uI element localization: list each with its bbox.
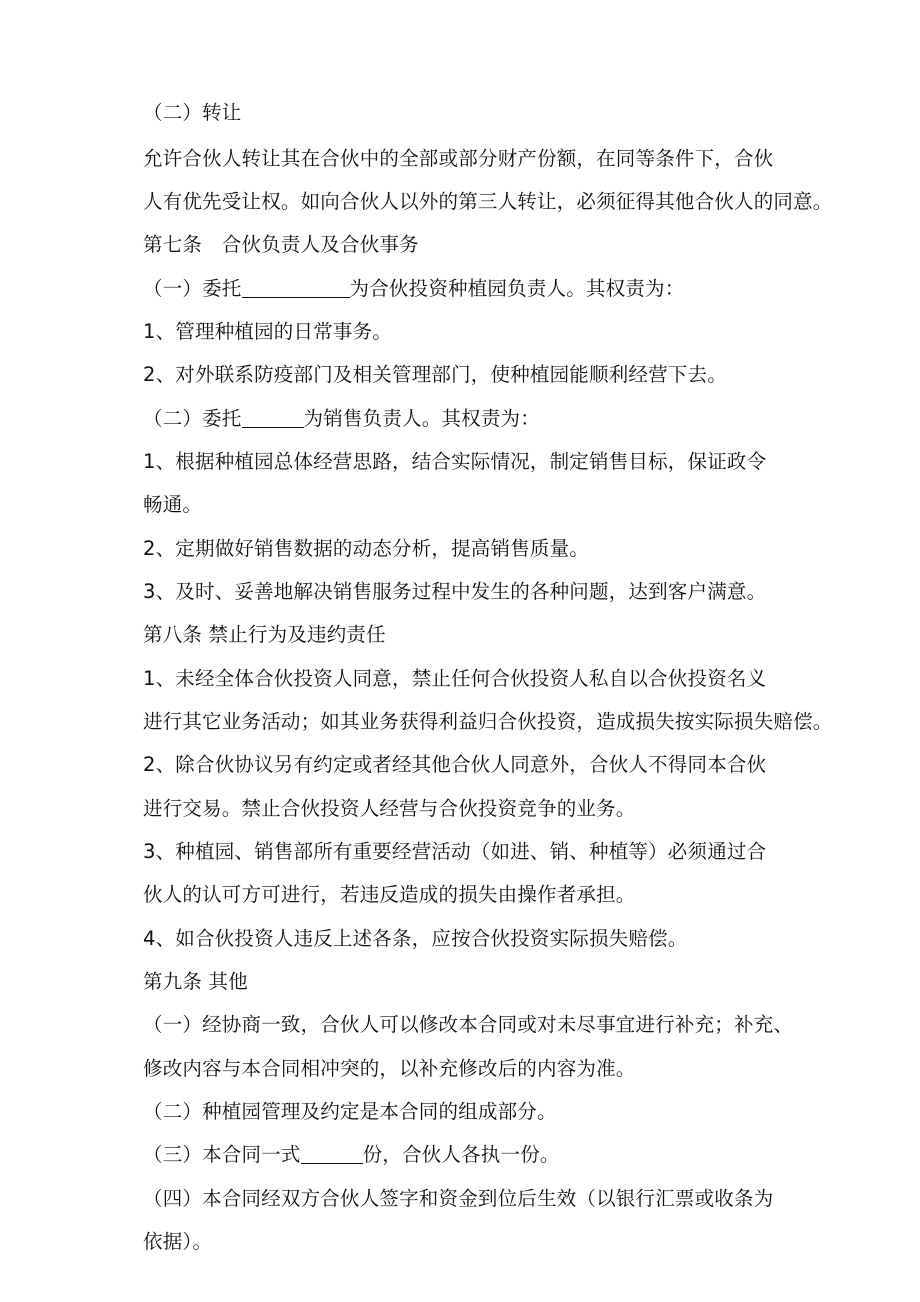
list-item: 1、根据种植园总体经营思路，结合实际情况，制定销售目标，保证政令: [143, 450, 767, 473]
fill-in-blank[interactable]: [301, 1143, 363, 1164]
paragraph-line: 允许合伙人转让其在合伙中的全部或部分财产份额，在同等条件下，合伙: [143, 147, 774, 170]
list-item-continuation: 进行其它业务活动；如其业务获得利益归合伙投资，造成损失按实际损失赔偿。: [143, 710, 833, 733]
paragraph-line: （四）本合同经双方合伙人签字和资金到位后生效（以银行汇票或收条为: [143, 1187, 774, 1210]
fill-in-blank[interactable]: [242, 407, 304, 428]
list-item-continuation: 畅通。: [143, 493, 203, 516]
paragraph-line: 人有优先受让权。如向合伙人以外的第三人转让，必须征得其他合伙人的同意。: [143, 190, 833, 213]
list-item: 2、除合伙协议另有约定或者经其他合伙人同意外，合伙人不得同本合伙: [143, 753, 767, 776]
paragraph-line: （二）种植园管理及约定是本合同的组成部分。: [143, 1100, 557, 1123]
paragraph-line: （二）委托 为销售负责人。其权责为：: [143, 407, 540, 430]
list-item: 2、对外联系防疫部门及相关管理部门，使种植园能顺利经营下去。: [143, 363, 727, 386]
list-item: 1、管理种植园的日常事务。: [143, 320, 393, 343]
paragraph-line: （三）本合同一式 份，合伙人各执一份。: [143, 1143, 560, 1166]
list-item: 4、如合伙投资人违反上述各条，应按合伙投资实际损失赔偿。: [143, 927, 688, 950]
list-item-continuation: 进行交易。禁止合伙投资人经营与合伙投资竞争的业务。: [143, 797, 636, 820]
list-item: 2、定期做好销售数据的动态分析，提高销售质量。: [143, 537, 590, 560]
paragraph-line: （一）委托 为合伙投资种植园负责人。其权责为：: [143, 277, 685, 300]
list-item: 3、种植园、销售部所有重要经营活动（如进、销、种植等）必须通过合: [143, 840, 767, 863]
article-heading-8: 第八条 禁止行为及违约责任: [143, 623, 386, 646]
section-heading-transfer: （二）转让: [143, 101, 242, 124]
paragraph-line: 修改内容与本合同相冲突的，以补充修改后的内容为准。: [143, 1057, 636, 1080]
article-heading-9: 第九条 其他: [143, 970, 248, 993]
fill-in-blank[interactable]: [242, 277, 350, 298]
list-item: 3、及时、妥善地解决销售服务过程中发生的各种问题，达到客户满意。: [143, 580, 767, 603]
list-item-continuation: 伙人的认可方可进行，若违反造成的损失由操作者承担。: [143, 883, 636, 906]
paragraph-line: （一）经协商一致，合伙人可以修改本合同或对未尽事宜进行补充；补充、: [143, 1013, 794, 1036]
article-heading-7: 第七条 合伙负责人及合伙事务: [143, 233, 419, 256]
paragraph-line: 依据）。: [143, 1230, 213, 1253]
list-item: 1、未经全体合伙投资人同意，禁止任何合伙投资人私自以合伙投资名义: [143, 667, 767, 690]
